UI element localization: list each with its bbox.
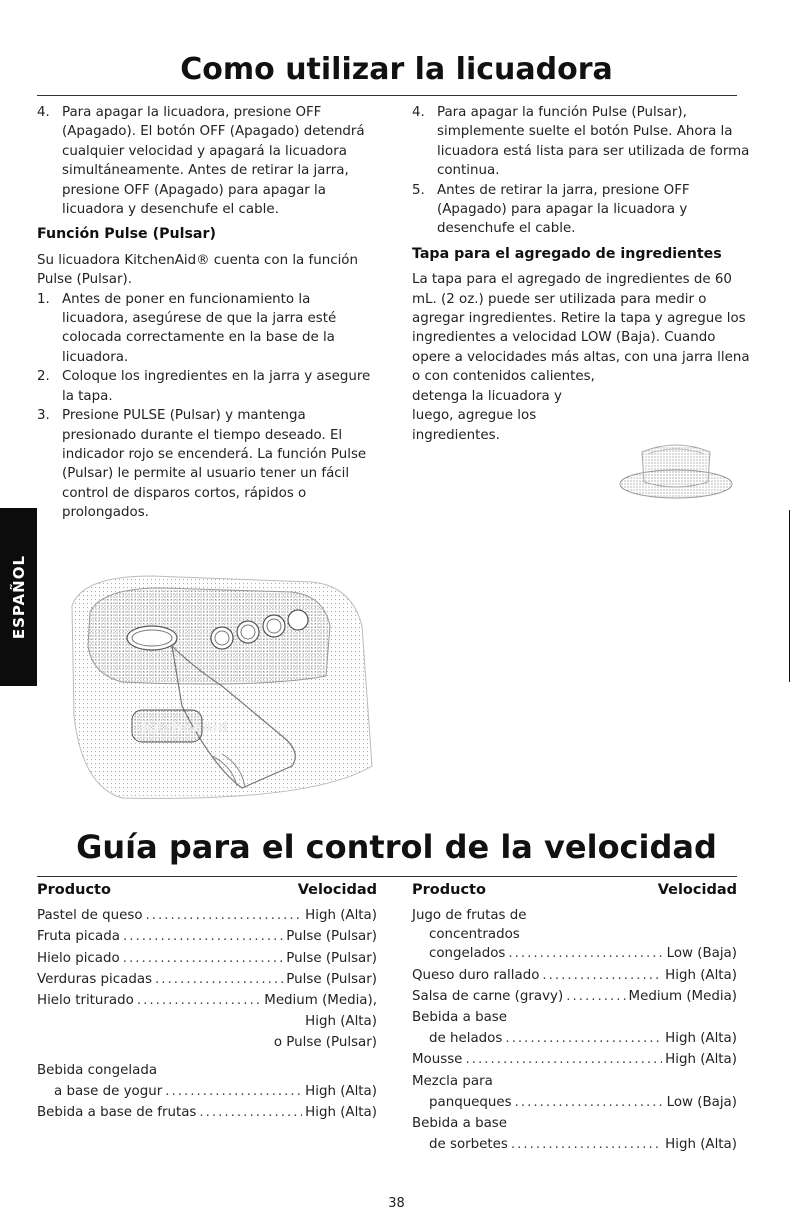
speed-cell: High (Alta)	[305, 1105, 377, 1121]
speed-cell: High (Alta)	[305, 1083, 377, 1099]
cap-line: luego, agregue los	[412, 408, 537, 424]
speed-cell: Medium (Media)	[628, 988, 737, 1004]
list-number: 4.	[412, 105, 425, 120]
product-cell: Mezcla para	[412, 1073, 493, 1089]
product-cell: panqueques	[429, 1094, 512, 1110]
left-column	[37, 103, 377, 523]
cap-line: ingredientes.	[412, 427, 500, 443]
product-cell: Hielo picado	[37, 950, 120, 966]
right-column	[412, 103, 752, 445]
table-row	[37, 1081, 377, 1102]
product-cell: a base de yogur	[54, 1083, 163, 1099]
list-item	[37, 406, 377, 522]
table-header	[412, 880, 737, 901]
product-cell: congelados	[429, 946, 506, 962]
leader-dots	[515, 1092, 664, 1113]
leader-dots	[505, 1028, 662, 1049]
product-cell: Salsa de carne (gravy)	[412, 988, 564, 1004]
product-cell: Mousse	[412, 1052, 463, 1068]
product-cell: Hielo triturado	[37, 993, 134, 1009]
table-row	[412, 986, 737, 1007]
column-header-speed: Velocidad	[657, 882, 737, 898]
logo-mark: KitchenAid	[142, 720, 228, 736]
list-item	[412, 181, 752, 239]
product-cell: Bebida a base de frutas	[37, 1105, 197, 1121]
list-item	[412, 103, 752, 181]
speed-table-left	[37, 880, 377, 1123]
ingredient-cap-illustration	[612, 432, 740, 504]
table-row	[37, 1102, 377, 1123]
speed-cell-continued: High (Alta)	[305, 1014, 377, 1030]
page-title: Como utilizar la licuadora	[180, 52, 613, 87]
leader-dots	[566, 986, 625, 1007]
list-item	[37, 103, 377, 219]
section-heading: Tapa para el agregado de ingredientes	[412, 245, 722, 262]
column-header-speed: Velocidad	[297, 882, 377, 898]
speed-cell: Low (Baja)	[666, 946, 737, 962]
list-text: Para apagar la función Pulse (Pulsar), simplemente suelte el botón Pulse. Ahora la licuadora está lista para ser utilizada de forma continua.	[437, 105, 750, 179]
speed-cell: Medium (Media),	[264, 993, 377, 1009]
speed-cell: High (Alta)	[305, 908, 377, 924]
product-cell: Pastel de queso	[37, 908, 143, 924]
speed-cell: High (Alta)	[665, 1031, 737, 1047]
table-row	[37, 905, 377, 926]
leader-dots	[465, 1049, 662, 1070]
table-row	[37, 990, 377, 1011]
speed-cell: Pulse (Pulsar)	[286, 929, 377, 945]
leader-dots	[508, 943, 663, 964]
leader-dots	[146, 905, 303, 926]
product-cell: Jugo de frutas de	[412, 908, 527, 924]
page-edge-line	[789, 510, 790, 682]
speed-cell: Pulse (Pulsar)	[286, 950, 377, 966]
product-cell: concentrados	[429, 927, 520, 943]
leader-dots	[155, 969, 283, 990]
product-cell: de sorbetes	[429, 1137, 508, 1153]
cap-text: La tapa para el agregado de ingredientes de 60 mL. (2 oz.) puede ser utilizada para medir o agregar ingredientes. Retire la tapa y agregue los ingredientes a velocidad LOW (Baja). Cuando opere a velocidades más altas, con una jarra llena	[412, 272, 750, 365]
product-cell: Queso duro rallado	[412, 967, 540, 983]
list-number: 4.	[37, 105, 50, 120]
cap-line: detenga la licuadora y	[412, 388, 562, 404]
table-row	[412, 1049, 737, 1070]
speed-cell: Low (Baja)	[666, 1094, 737, 1110]
language-tab	[0, 508, 37, 686]
table-row	[412, 1134, 737, 1155]
table-row	[412, 1028, 737, 1049]
product-cell: Fruta picada	[37, 929, 120, 945]
list-text: Antes de poner en funcionamiento la licuadora, asegúrese de que la jarra esté colocada correctamente en la base de la licuadora.	[62, 291, 337, 365]
section-underline	[37, 876, 737, 877]
table-row	[412, 1092, 737, 1113]
table-header	[37, 880, 377, 901]
column-header-product: Producto	[412, 882, 486, 898]
list-number: 3.	[37, 408, 50, 424]
speed-table-right	[412, 880, 737, 1155]
leader-dots	[137, 990, 261, 1011]
table-row	[412, 943, 737, 964]
pulse-intro: Su licuadora KitchenAid® cuenta con la función Pulse (Pulsar).	[37, 252, 358, 288]
cap-line: o con contenidos calientes,	[412, 369, 595, 385]
list-number: 2.	[37, 369, 50, 385]
list-text: Presione PULSE (Pulsar) y mantenga presionado durante el tiempo deseado. El indicador rojo se encenderá. La función Pulse (Pulsar) le permite al usuario tener un fácil control de disparos cortos, rápidos o prolongados.	[62, 408, 367, 521]
speed-cell-continued: o Pulse (Pulsar)	[273, 1035, 377, 1051]
leader-dots	[511, 1134, 662, 1155]
leader-dots	[199, 1102, 302, 1123]
language-tab-label: ESPAÑOL	[9, 554, 28, 640]
table-row	[37, 948, 377, 969]
table-row	[37, 926, 377, 947]
page-number: 38	[388, 1196, 405, 1211]
product-cell: Bebida congelada	[37, 1062, 158, 1078]
list-text: Antes de retirar la jarra, presione OFF (Apagado) para apagar la licuadora y desenchufe el cable.	[437, 182, 690, 237]
product-cell: Verduras picadas	[37, 971, 153, 987]
list-item	[37, 367, 377, 406]
list-text: Para apagar la licuadora, presione OFF (Apagado). El botón OFF (Apagado) detendrá cualquier velocidad y apagará la licuadora simultáneamente. Antes de retirar la jarra, presione OFF (Apagado) para apagar la licuadora y desenchufe el cable.	[62, 105, 365, 218]
speed-cell: High (Alta)	[665, 1052, 737, 1068]
section-heading: Función Pulse (Pulsar)	[37, 226, 216, 243]
blender-panel-illustration	[62, 566, 392, 810]
leader-dots	[542, 965, 662, 986]
list-number: 5.	[412, 182, 425, 198]
leader-dots	[123, 926, 283, 947]
product-cell: Bebida a base	[412, 1010, 507, 1026]
list-number: 1.	[37, 291, 50, 307]
speed-cell: Pulse (Pulsar)	[286, 971, 377, 987]
section-title: Guía para el control de la velocidad	[76, 828, 717, 866]
title-underline	[37, 95, 737, 96]
leader-dots	[165, 1081, 302, 1102]
table-row	[412, 965, 737, 986]
product-cell: de helados	[429, 1031, 503, 1047]
list-text: Coloque los ingredientes en la jarra y asegure la tapa.	[62, 369, 371, 404]
column-header-product: Producto	[37, 882, 111, 898]
speed-cell: High (Alta)	[665, 1137, 737, 1153]
table-row	[37, 969, 377, 990]
speed-cell: High (Alta)	[665, 967, 737, 983]
leader-dots	[123, 948, 284, 969]
product-cell: Bebida a base	[412, 1116, 507, 1132]
list-item	[37, 290, 377, 368]
